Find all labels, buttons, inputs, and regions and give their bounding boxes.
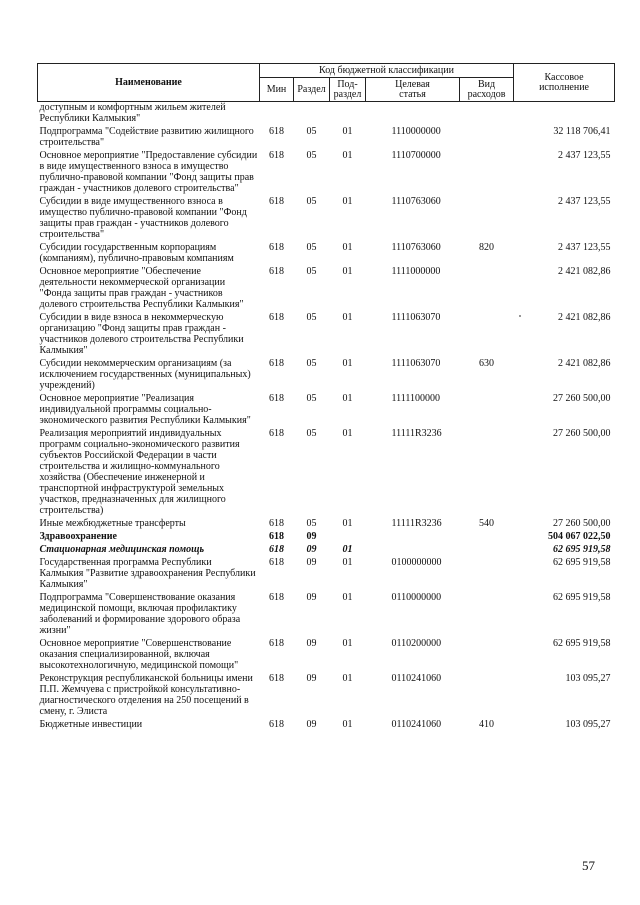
row-name-cell: Субсидии в виде имущественного взноса в имущество публично-правовой компании "Фонд защиты прав граждан - участников долевого строительства" <box>39 196 247 240</box>
header-code-group: Код бюджетной классификации <box>260 64 514 78</box>
row-stat-cell: 0110241060 <box>391 719 442 730</box>
row-vid-cell <box>460 392 514 427</box>
table-header <box>38 64 615 102</box>
row-vid-cell <box>460 195 514 241</box>
row-kass-cell: 62 695 919,58 <box>553 592 611 603</box>
row-stat-cell: 11111R3236 <box>391 518 442 529</box>
row-stat-cell: 1110700000 <box>391 150 441 161</box>
header-razdel: Раздел <box>294 78 330 102</box>
row-podrazdel-cell: 01 <box>342 312 353 323</box>
header-podrazdel: Под- раздел <box>330 78 366 102</box>
row-min-cell: 618 <box>269 312 284 323</box>
table-row <box>38 591 615 637</box>
row-name-cell: Основное мероприятие "Реализация индивидуальной программы социально-экономического развития Республики Калмыкия" <box>39 393 251 426</box>
row-kass-cell: 2 437 123,55 <box>558 150 611 161</box>
row-stat-cell: 1110763060 <box>391 196 441 207</box>
budget-table <box>37 63 615 731</box>
row-podrazdel-cell <box>330 530 366 543</box>
row-vid-cell <box>460 125 514 149</box>
row-razdel-cell: 05 <box>306 518 317 529</box>
row-vid-cell <box>460 637 514 672</box>
row-podrazdel-cell: 01 <box>342 196 353 207</box>
row-min-cell: 618 <box>269 428 284 439</box>
row-razdel-cell: 05 <box>306 428 317 439</box>
row-podrazdel-cell: 01 <box>342 592 353 603</box>
row-name-cell: Основное мероприятие "Совершенствование оказания специализированной, включая высокотехнологичную, медицинской помощи" <box>39 638 239 671</box>
row-razdel-cell: 09 <box>306 592 317 603</box>
table-row <box>38 125 615 149</box>
table-row <box>38 637 615 672</box>
row-podrazdel-cell: 01 <box>342 557 353 568</box>
row-podrazdel-cell: 01 <box>342 544 353 555</box>
row-razdel-cell: 05 <box>306 196 317 207</box>
table-row <box>38 392 615 427</box>
row-podrazdel-cell: 01 <box>342 719 353 730</box>
row-min-cell: 618 <box>269 557 284 568</box>
row-stat-cell: 0100000000 <box>391 557 442 568</box>
row-kass-cell: 62 695 919,58 <box>553 638 611 649</box>
row-kass-cell: 2 437 123,55 <box>558 196 611 207</box>
row-podrazdel-cell: 01 <box>342 638 353 649</box>
row-min-cell: 618 <box>269 126 284 137</box>
row-name-cell: Государственная программа Республики Калмыкия "Развитие здравоохранения Республики Калмыкия" <box>39 557 256 590</box>
row-name-cell: доступным и комфортным жильем жителей Республики Калмыкия" <box>39 102 226 124</box>
table-row <box>38 265 615 311</box>
row-razdel-cell: 05 <box>306 150 317 161</box>
row-podrazdel-cell <box>330 102 366 126</box>
row-vid-cell <box>460 427 514 517</box>
row-razdel-cell: 05 <box>306 393 317 404</box>
row-razdel-cell: 05 <box>306 266 317 277</box>
row-kass-cell: 27 260 500,00 <box>553 393 611 404</box>
row-stat-cell: 0110000000 <box>391 592 442 603</box>
row-vid-cell <box>460 543 514 556</box>
table-row <box>38 149 615 195</box>
row-kass-cell: 2 421 082,86 <box>558 266 611 277</box>
row-kass-cell: 103 095,27 <box>565 719 611 730</box>
row-min-cell: 618 <box>269 150 284 161</box>
row-min-cell: 618 <box>269 544 284 555</box>
row-razdel-cell: 05 <box>306 358 317 369</box>
row-kass-cell: 2 437 123,55 <box>558 242 611 253</box>
row-min-cell: 618 <box>269 358 284 369</box>
row-podrazdel-cell: 01 <box>342 673 353 684</box>
table-row <box>38 311 615 357</box>
row-podrazdel-cell: 01 <box>342 393 353 404</box>
row-name-cell: Реконструкция республиканской больницы имени П.П. Жемчуева с пристройкой консультативно-диагностического отделения на 250 посещений в смену, г. Элиста <box>39 673 253 717</box>
row-stat-cell: 1110000000 <box>391 126 441 137</box>
row-vid-cell <box>460 556 514 591</box>
row-razdel-cell <box>294 102 330 126</box>
row-razdel-cell: 09 <box>306 557 317 568</box>
row-vid-cell: 410 <box>479 719 495 730</box>
table-row <box>38 427 615 517</box>
row-name-cell: Реализация мероприятий индивидуальных программ социально-экономического развития субъектов Российской Федерации в части строительства и жилищно-коммунального хозяйства (Обеспечение инженерной и транспортной инфраструктурой земельных участков, предназначенных для жилищного строительства) <box>39 428 240 516</box>
row-min-cell: 618 <box>269 518 284 529</box>
header-name: Наименование <box>38 64 260 102</box>
header-kass: Кассовое исполнение <box>514 64 615 102</box>
row-podrazdel-cell: 01 <box>342 150 353 161</box>
row-razdel-cell: 05 <box>306 242 317 253</box>
header-min: Мин <box>260 78 294 102</box>
row-razdel-cell: 09 <box>306 544 317 555</box>
row-name-cell: Субсидии некоммерческим организациям (за исключением государственных (муниципальных) учреждений) <box>39 358 251 391</box>
row-podrazdel-cell: 01 <box>342 358 353 369</box>
row-stat-cell: 0110200000 <box>391 638 442 649</box>
row-min-cell: 618 <box>269 638 284 649</box>
row-razdel-cell: 09 <box>306 638 317 649</box>
row-kass-cell: 27 260 500,00 <box>553 428 611 439</box>
table-body <box>38 102 615 732</box>
row-vid-cell: 630 <box>479 358 495 369</box>
row-stat-cell: 1111063070 <box>391 358 441 369</box>
table-row <box>38 357 615 392</box>
row-name-cell: Основное мероприятие "Предоставление субсидии в виде имущественного взноса в имущество публично-правовой компании "Фонд защиты прав граждан - участников долевого строительства" <box>39 150 258 194</box>
row-vid-cell <box>460 672 514 718</box>
row-razdel-cell: 05 <box>306 126 317 137</box>
row-stat-cell: 0110241060 <box>391 673 442 684</box>
table-row <box>38 718 615 731</box>
row-kass-cell: 62 695 919,58 <box>553 557 611 568</box>
row-vid-cell: 540 <box>479 518 495 529</box>
table-row <box>38 241 615 265</box>
row-name-cell: Основное мероприятие "Обеспечение деятельности некоммерческой организации "Фонда защиты прав граждан - участников долевого строительства Республики Калмыкия" <box>39 266 244 310</box>
row-kass-cell: 62 695 919,58 <box>553 544 611 555</box>
row-kass-cell: 2 421 082,86 <box>558 358 611 369</box>
row-kass-cell: 103 095,27 <box>565 673 611 684</box>
row-vid-cell <box>460 102 514 126</box>
table-row <box>38 517 615 530</box>
pen-mark <box>519 315 521 317</box>
header-vid: Вид расходов <box>460 78 514 102</box>
row-name-cell: Подпрограмма "Содействие развитию жилищного строительства" <box>39 126 254 148</box>
row-min-cell: 618 <box>269 266 284 277</box>
row-stat-cell: 1110763060 <box>391 242 441 253</box>
row-razdel-cell: 05 <box>306 312 317 323</box>
row-min-cell <box>260 102 294 126</box>
row-podrazdel-cell: 01 <box>342 242 353 253</box>
row-name-cell: Субсидии государственным корпорациям (компаниям), публично-правовым компаниям <box>39 242 234 264</box>
row-stat-cell: 11111R3236 <box>391 428 442 439</box>
row-kass-cell: 27 260 500,00 <box>553 518 611 529</box>
row-stat-cell: 1111000000 <box>391 266 441 277</box>
row-stat-cell <box>366 102 460 126</box>
row-vid-cell <box>460 149 514 195</box>
row-stat-cell <box>366 543 460 556</box>
row-min-cell: 618 <box>269 393 284 404</box>
row-name-cell: Бюджетные инвестиции <box>39 719 143 730</box>
row-razdel-cell: 09 <box>306 673 317 684</box>
row-min-cell: 618 <box>269 592 284 603</box>
row-podrazdel-cell: 01 <box>342 126 353 137</box>
table-row <box>38 672 615 718</box>
table-row <box>38 195 615 241</box>
row-min-cell: 618 <box>269 673 284 684</box>
row-stat-cell: 1111100000 <box>391 393 441 404</box>
row-name-cell: Иные межбюджетные трансферты <box>39 518 186 529</box>
table-row <box>38 102 615 126</box>
row-podrazdel-cell: 01 <box>342 428 353 439</box>
row-name-cell: Здравоохранение <box>39 531 117 542</box>
row-min-cell: 618 <box>269 719 284 730</box>
row-vid-cell <box>460 591 514 637</box>
row-vid-cell <box>460 530 514 543</box>
table-row <box>38 556 615 591</box>
table-row <box>38 530 615 543</box>
row-kass-cell <box>514 102 615 126</box>
row-min-cell: 618 <box>269 531 284 542</box>
page-number: 57 <box>582 858 595 873</box>
header-stat: Целевая статья <box>366 78 460 102</box>
row-podrazdel-cell: 01 <box>342 518 353 529</box>
row-razdel-cell: 09 <box>306 719 317 730</box>
row-stat-cell <box>366 530 460 543</box>
row-podrazdel-cell: 01 <box>342 266 353 277</box>
row-min-cell: 618 <box>269 196 284 207</box>
row-vid-cell <box>460 265 514 311</box>
row-vid-cell: 820 <box>479 242 495 253</box>
row-razdel-cell: 09 <box>306 531 317 542</box>
row-stat-cell: 1111063070 <box>391 312 441 323</box>
row-kass-cell: 2 421 082,86 <box>558 312 611 323</box>
row-kass-cell: 504 067 022,50 <box>548 531 611 542</box>
row-name-cell: Подпрограмма "Совершенствование оказания медицинской помощи, включая профилактику заболеваний и формирование здорового образа жизни" <box>39 592 241 636</box>
row-vid-cell <box>460 311 514 357</box>
row-min-cell: 618 <box>269 242 284 253</box>
table-row <box>38 543 615 556</box>
row-name-cell: Стационарная медицинская помощь <box>39 544 205 555</box>
row-kass-cell: 32 118 706,41 <box>553 126 611 137</box>
row-name-cell: Субсидии в виде взноса в некоммерческую организацию "Фонд защиты прав граждан - участников долевого строительства Республики Калмыкия" <box>39 312 244 356</box>
